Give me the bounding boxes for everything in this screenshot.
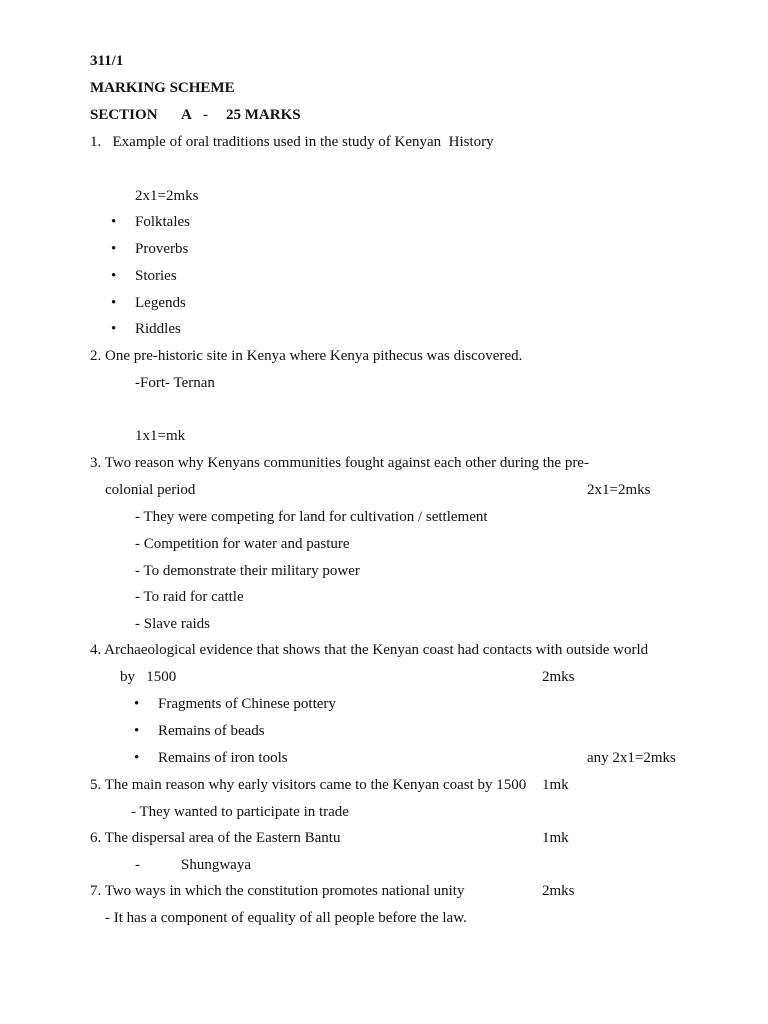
q1-answer: Proverbs bbox=[135, 241, 189, 257]
q4-question-line1: 4. Archaeological evidence that shows that the Kenyan coast had contacts with outside world bbox=[90, 642, 649, 658]
q3-answer: - They were competing for land for cultivation / settlement bbox=[135, 509, 488, 525]
q7-question: 7. Two ways in which the constitution promotes national unity bbox=[90, 883, 465, 899]
q1-answer: Stories bbox=[135, 268, 177, 284]
q1-marks: 2x1=2mks bbox=[135, 188, 199, 204]
q4-answer: Remains of iron tools bbox=[158, 750, 288, 766]
q2-marks: 1x1=mk bbox=[135, 428, 186, 444]
q4-marks: 2mks bbox=[542, 669, 575, 685]
bullet-icon: • bbox=[111, 214, 117, 230]
q4-answer: Remains of beads bbox=[158, 723, 265, 739]
q3-answer: - Slave raids bbox=[135, 616, 210, 632]
bullet-icon: • bbox=[111, 295, 117, 311]
q4-any-marks: any 2x1=2mks bbox=[587, 750, 676, 766]
q4-answer: Fragments of Chinese pottery bbox=[158, 696, 336, 712]
section-word: SECTION bbox=[90, 107, 158, 123]
bullet-icon: • bbox=[134, 696, 140, 712]
q7-marks: 2mks bbox=[542, 883, 575, 899]
q5-marks: 1mk bbox=[542, 777, 569, 793]
q6-answer: Shungwaya bbox=[181, 857, 251, 873]
q6-marks: 1mk bbox=[542, 830, 569, 846]
q1-question: 1. Example of oral traditions used in the study of Kenyan History bbox=[90, 134, 494, 150]
q3-answer: - To demonstrate their military power bbox=[135, 563, 360, 579]
q2-question: 2. One pre-historic site in Kenya where Kenya pithecus was discovered. bbox=[90, 348, 523, 364]
q6-answer-dash: - bbox=[135, 857, 140, 873]
q3-answer: - Competition for water and pasture bbox=[135, 536, 350, 552]
q3-question-line2: colonial period bbox=[105, 482, 196, 498]
bullet-icon: • bbox=[111, 268, 117, 284]
q2-answer: -Fort- Ternan bbox=[135, 375, 215, 391]
q5-answer: - They wanted to participate in trade bbox=[131, 804, 349, 820]
bullet-icon: • bbox=[111, 241, 117, 257]
section-letter: A bbox=[181, 107, 192, 123]
q1-answer: Riddles bbox=[135, 321, 181, 337]
section-marks: 25 MARKS bbox=[226, 107, 301, 123]
q1-answer: Legends bbox=[135, 295, 186, 311]
document-title: MARKING SCHEME bbox=[90, 80, 235, 96]
q1-answer: Folktales bbox=[135, 214, 190, 230]
q6-question: 6. The dispersal area of the Eastern Bantu bbox=[90, 830, 341, 846]
bullet-icon: • bbox=[134, 750, 140, 766]
paper-code: 311/1 bbox=[90, 53, 124, 69]
bullet-icon: • bbox=[111, 321, 117, 337]
q3-answer: - To raid for cattle bbox=[135, 589, 244, 605]
section-dash: - bbox=[203, 107, 208, 123]
q4-question-line2: by 1500 bbox=[120, 669, 177, 685]
q3-marks: 2x1=2mks bbox=[587, 482, 651, 498]
q5-question: 5. The main reason why early visitors came to the Kenyan coast by 1500 bbox=[90, 777, 527, 793]
bullet-icon: • bbox=[134, 723, 140, 739]
q7-answer: - It has a component of equality of all people before the law. bbox=[105, 910, 467, 926]
q3-question-line1: 3. Two reason why Kenyans communities fought against each other during the pre- bbox=[90, 455, 589, 471]
